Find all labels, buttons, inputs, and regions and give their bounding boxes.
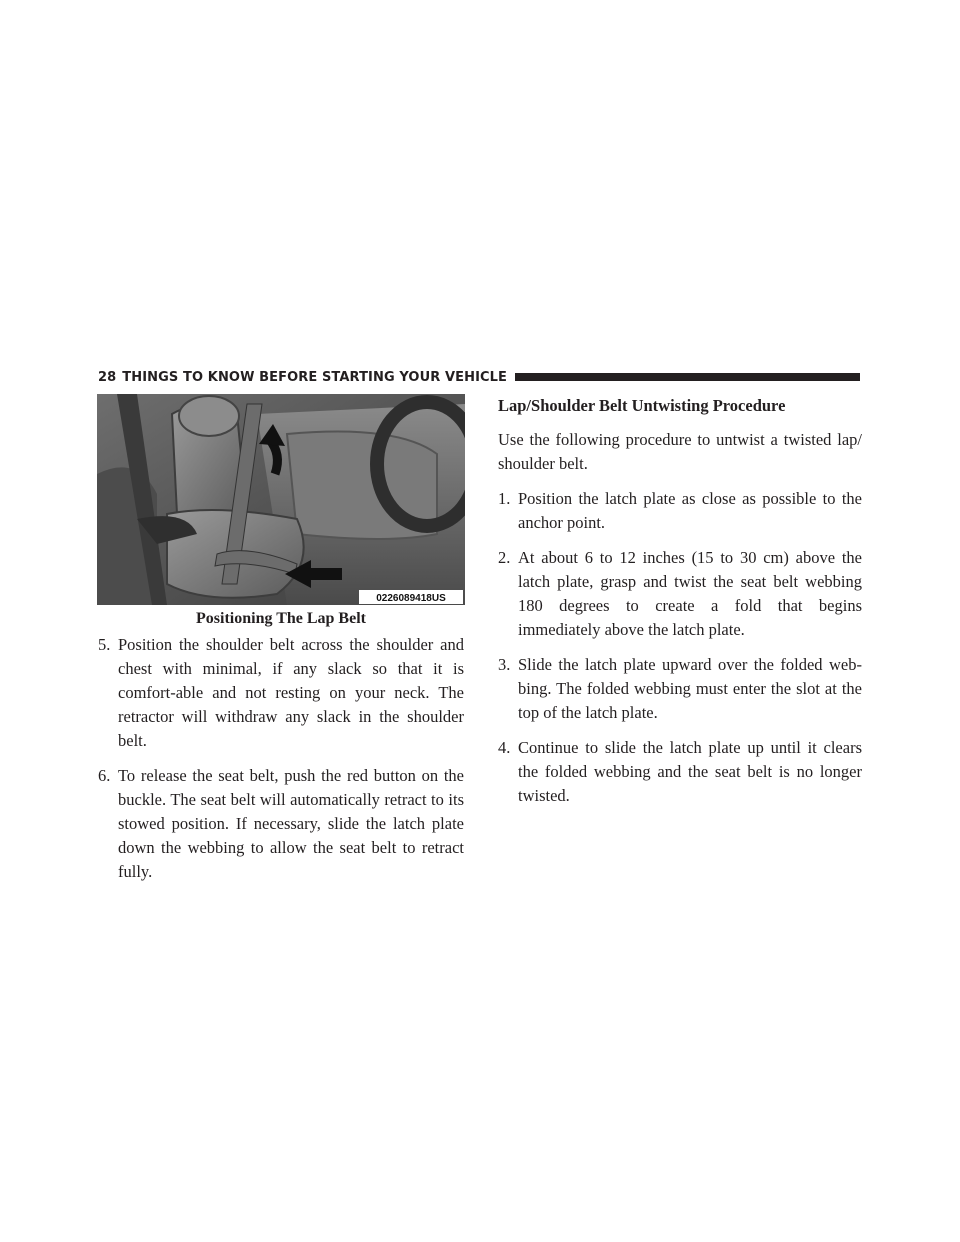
item-number: 1.: [498, 489, 511, 508]
item-number: 5.: [98, 635, 111, 654]
header-rule: [515, 373, 860, 381]
item-text: Position the latch plate as close as possible to the anchor point.: [518, 489, 862, 532]
list-item: [498, 653, 862, 725]
item-number: 4.: [498, 738, 511, 757]
figure-caption: Positioning The Lap Belt: [196, 610, 366, 627]
right-column: [498, 394, 862, 819]
intro-paragraph: Use the following procedure to untwist a twisted lap/ shoulder belt.: [498, 430, 862, 473]
item-number: 2.: [498, 548, 511, 567]
page-header: [98, 368, 860, 386]
item-number: 6.: [98, 766, 111, 785]
seat-belt-illustration: [97, 394, 465, 605]
page-number: 28: [98, 369, 117, 385]
list-item: [98, 764, 464, 884]
item-text: Position the shoulder belt across the shoulder and chest with minimal, if any slack so that it is comfort-able and not resting on your neck. The retractor will withdraw any slack in the shoulder belt.: [118, 635, 464, 750]
list-item: [498, 487, 862, 535]
item-text: Slide the latch plate upward over the folded web-bing. The folded webbing must enter the slot at the top of the latch plate.: [518, 655, 862, 722]
section-heading: Lap/Shoulder Belt Untwisting Procedure: [498, 396, 786, 415]
item-text: Continue to slide the latch plate up until it clears the folded webbing and the seat belt is no longer twisted.: [518, 738, 862, 805]
left-column: [98, 633, 464, 895]
list-item: [98, 633, 464, 753]
list-item: [498, 546, 862, 642]
item-text: To release the seat belt, push the red button on the buckle. The seat belt will automatically retract to its stowed position. If necessary, slide the latch plate down the webbing to allow the seat belt to retract fully.: [118, 766, 464, 881]
image-code: 0226089418US: [376, 593, 446, 604]
item-text: At about 6 to 12 inches (15 to 30 cm) above the latch plate, grasp and twist the seat belt webbing 180 degrees to create a fold that begins immediately above the latch plate.: [518, 548, 862, 639]
list-item: [498, 736, 862, 808]
section-title: THINGS TO KNOW BEFORE STARTING YOUR VEHICLE: [122, 369, 508, 385]
item-number: 3.: [498, 655, 511, 674]
